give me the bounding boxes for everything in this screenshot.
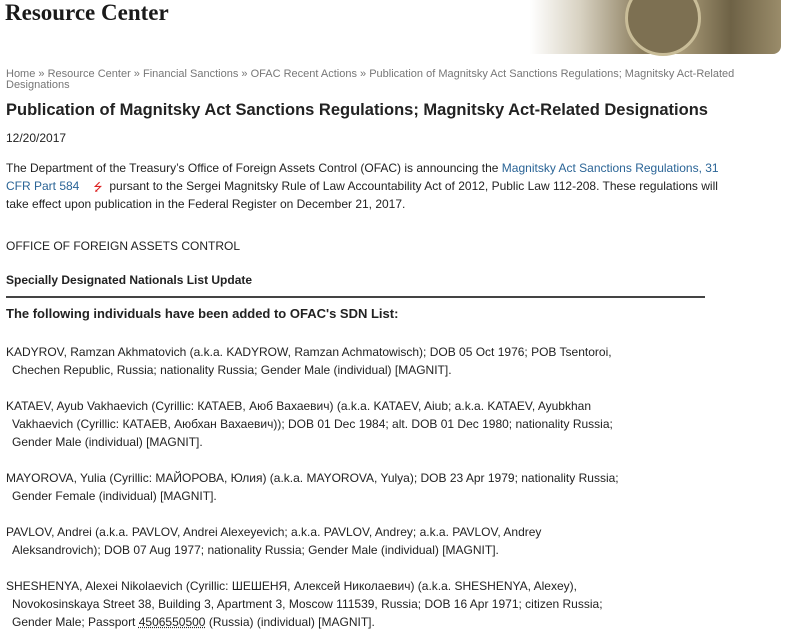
entry-line: Aleksandrovich); DOB 07 Aug 1977; nationality Russia; Gender Male (individual) [MAGNIT]. — [12, 543, 499, 557]
added-heading: The following individuals have been added to OFAC's SDN List: — [6, 306, 399, 321]
pdf-icon: ⭍ — [93, 182, 103, 194]
sdn-entry — [6, 469, 619, 505]
breadcrumb-item[interactable]: Home — [6, 68, 36, 80]
site-header — [0, 0, 791, 54]
breadcrumb-item: Publication of Magnitsky Act Sanctions Regulations; Magnitsky Act-Related Designations — [6, 68, 735, 91]
divider — [6, 296, 705, 298]
breadcrumb-item[interactable]: Resource Center — [47, 68, 131, 80]
office-heading: OFFICE OF FOREIGN ASSETS CONTROL — [6, 239, 241, 253]
page-title: Publication of Magnitsky Act Sanctions Regulations; Magnitsky Act-Related Designations — [6, 101, 708, 119]
sdn-entry — [6, 343, 612, 379]
entry-line: KATAEV, Ayub Vakhaevich (Cyrillic: КАТАЕВ, Аюб Вахаевич) (a.k.a. KATAEV, Aiub; a.k.a. KATAEV, Ayubkhan — [6, 399, 591, 413]
entry-line: Vakhaevich (Cyrillic: КАТАЕВ, Аюбхан Вахаевич)); DOB 01 Dec 1984; alt. DOB 01 Dec 1980; nationality Russia; — [12, 417, 613, 431]
treasury-seal-banner — [530, 0, 781, 54]
entry-line: Gender Female (individual) [MAGNIT]. — [12, 489, 217, 503]
entry-line: SHESHENYA, Alexei Nikolaevich (Cyrillic: ШЕШЕНЯ, Алексей Николаевич) (a.k.a. SHESHENYA, Alexey), — [6, 579, 577, 593]
entry-line: PAVLOV, Andrei (a.k.a. PAVLOV, Andrei Alexeyevich; a.k.a. PAVLOV, Andrey; a.k.a. PAVLOV, Andrey — [6, 525, 542, 539]
entry-line: Chechen Republic, Russia; nationality Russia; Gender Male (individual) [MAGNIT]. — [12, 363, 452, 377]
breadcrumb-item[interactable]: Financial Sanctions — [142, 68, 239, 80]
intro-paragraph: The Department of the Treasury’s Office of Foreign Assets Control (OFAC) is announcing the Magnitsky Act Sanctions Regulations, 31 CFR Part 584 ⭍ pursant to the Sergei Magnitsky Rule of Law Accountability Act of 2012, Public Law 112-208. These regulations will take effect upon publication in the Federal Register on December 21, 2017. — [6, 161, 719, 211]
sdn-entry — [6, 523, 541, 559]
breadcrumb-separator: » — [356, 68, 370, 80]
publish-date: 12/20/2017 — [6, 131, 67, 145]
breadcrumb-separator: » — [130, 68, 143, 80]
site-title: Resource Center — [5, 0, 169, 25]
breadcrumb-separator: » — [238, 68, 251, 80]
sdn-entry — [6, 577, 603, 631]
sdn-entry — [6, 397, 613, 451]
entry-line: Gender Male (individual) [MAGNIT]. — [12, 435, 203, 449]
entry-line: Gender Male; Passport 4506550500 (Russia) (individual) [MAGNIT]. — [12, 615, 375, 629]
passport-number: 4506550500 — [138, 615, 206, 629]
breadcrumb — [6, 69, 746, 91]
breadcrumb-separator: » — [35, 68, 48, 80]
breadcrumb-item[interactable]: OFAC Recent Actions — [250, 68, 357, 80]
entry-line: Novokosinskaya Street 38, Building 3, Apartment 3, Moscow 111539, Russia; DOB 16 Apr 1971; citizen Russia; — [12, 597, 603, 611]
entry-line: MAYOROVA, Yulia (Cyrillic: МАЙОРОВА, Юлия) (a.k.a. MAYOROVA, Yulya); DOB 23 Apr 1979; nationality Russia; — [6, 471, 619, 485]
sdn-heading: Specially Designated Nationals List Update — [6, 273, 253, 287]
entry-line: KADYROV, Ramzan Akhmatovich (a.k.a. KADYROW, Ramzan Achmatowisch); DOB 05 Oct 1976; POB Tsentoroi, — [6, 345, 612, 359]
regulations-link[interactable]: Magnitsky Act Sanctions Regulations, 31 CFR Part 584 — [6, 161, 719, 193]
